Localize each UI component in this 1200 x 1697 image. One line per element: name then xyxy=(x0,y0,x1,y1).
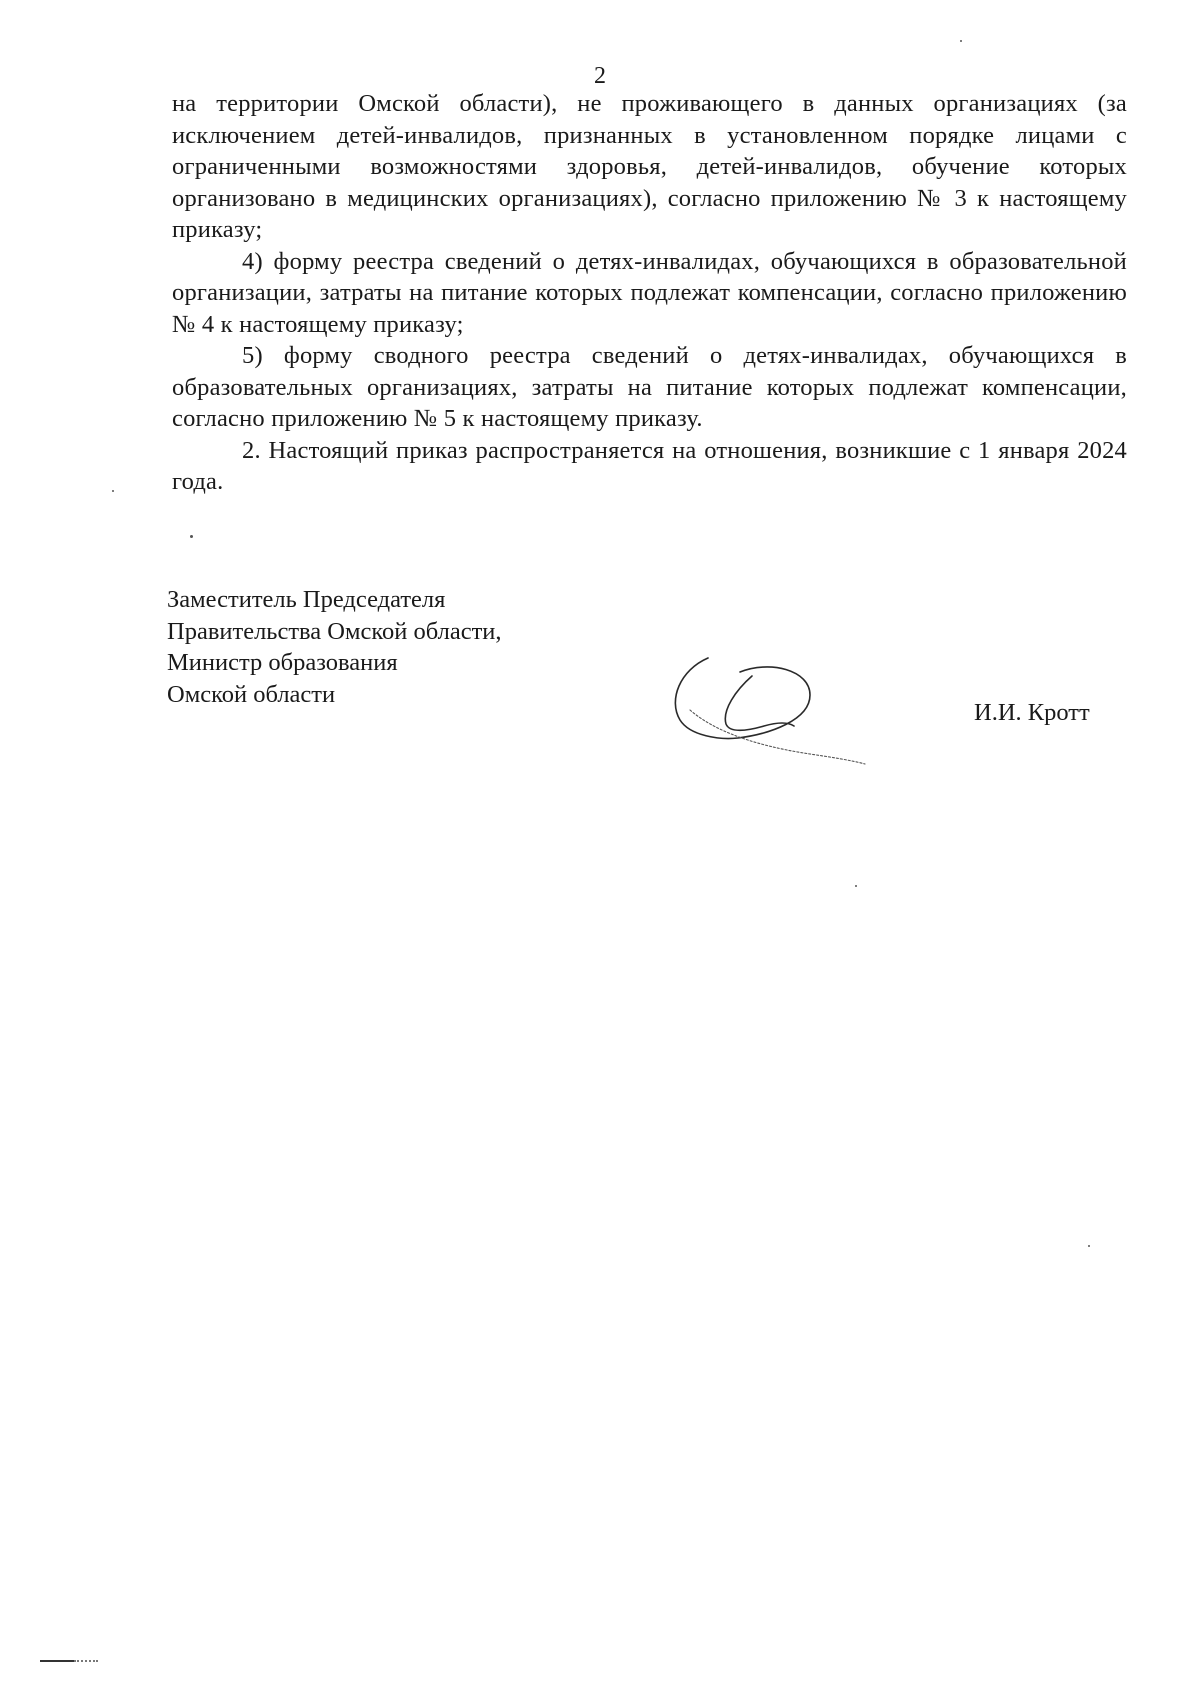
paragraph-continuation: на территории Омской области), не проживающего в данных организациях (за исключением детей-инвалидов, признанных в установленном порядке лицами с ограниченными возможностями здоровья, детей-инвалидов, обучение которых организовано в медицинских организациях), согласно приложению № 3 к настоящему приказу; xyxy=(172,90,1127,243)
signatory-position xyxy=(167,584,502,710)
document-body xyxy=(172,88,1127,498)
position-line: Омской области xyxy=(167,680,336,708)
paragraph-clause-2: 2. Настоящий приказ распространяется на отношения, возникшие с 1 января 2024 года. xyxy=(172,436,1127,495)
scan-speck xyxy=(960,40,962,42)
position-line: Заместитель Председателя xyxy=(167,586,446,613)
scan-speck xyxy=(190,535,193,538)
scan-speck xyxy=(855,885,857,887)
paragraph-item-5: 5) форму сводного реестра сведений о детях-инвалидах, обучающихся в образовательных организациях, затраты на питание которых подлежат компенсации, согласно приложению № 5 к настоящему приказу. xyxy=(172,342,1127,432)
page-number: 2 xyxy=(594,63,606,89)
handwritten-signature xyxy=(660,640,880,770)
scan-speck xyxy=(1088,1245,1090,1247)
position-line: Министр образования xyxy=(167,649,398,676)
scan-edge-line xyxy=(40,1660,74,1662)
scan-edge-dots xyxy=(74,1660,98,1662)
signer-name: И.И. Кротт xyxy=(974,699,1090,726)
paragraph-item-4: 4) форму реестра сведений о детях-инвалидах, обучающихся в образовательной организации, затраты на питание которых подлежат компенсации, согласно приложению № 4 к настоящему приказу; xyxy=(172,247,1127,338)
position-line: Правительства Омской области, xyxy=(167,617,502,645)
scan-speck xyxy=(112,490,114,492)
